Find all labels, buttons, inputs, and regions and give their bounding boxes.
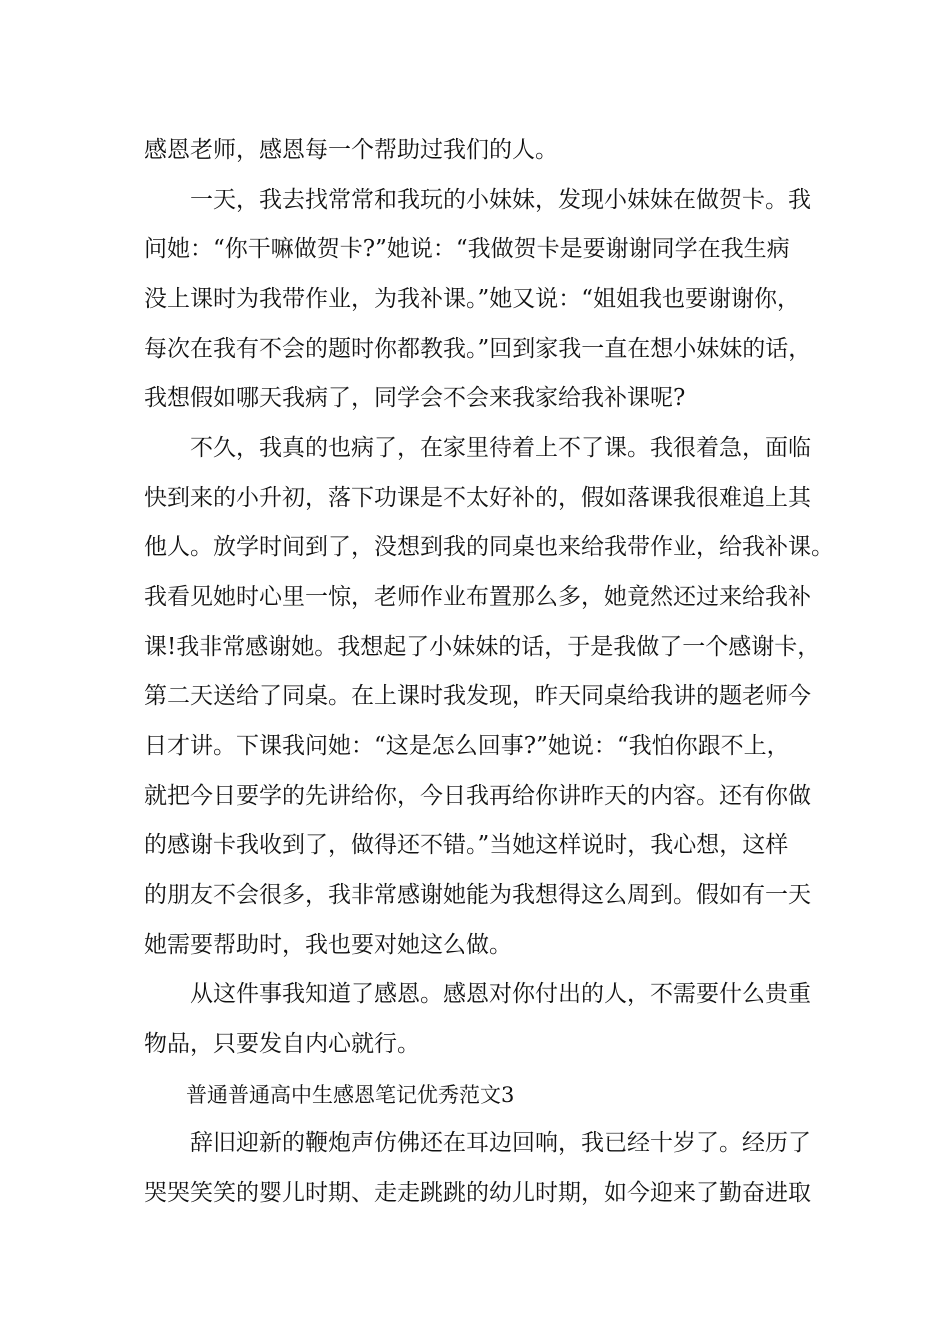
text-line: 物品，只要发自内心就行。 xyxy=(144,1031,420,1057)
text-line: 没上课时为我带作业，为我补课。”她又说：“姐姐我也要谢谢你， xyxy=(144,286,801,312)
text-line: 第二天送给了同桌。在上课时我发现，昨天同桌给我讲的题老师今 xyxy=(144,683,811,709)
text-line: 每次在我有不会的题时你都教我。”回到家我一直在想小妹妹的话， xyxy=(144,336,812,362)
text-line: 我想假如哪天我病了，同学会不会来我家给我补课呢? xyxy=(144,385,686,411)
text-line: 快到来的小升初，落下功课是不太好补的，假如落课我很难追上其 xyxy=(144,485,811,511)
text-line: 哭哭笑笑的婴儿时期、走走跳跳的幼儿时期，如今迎来了勤奋进取 xyxy=(144,1180,811,1206)
text-line: 她需要帮助时，我也要对她这么做。 xyxy=(144,932,512,958)
text-line: 他人。放学时间到了，没想到我的同桌也来给我带作业，给我补课。 xyxy=(144,534,834,560)
text-line: 的朋友不会很多，我非常感谢她能为我想得这么周到。假如有一天 xyxy=(144,882,811,908)
text-line: 感恩老师，感恩每一个帮助过我们的人。 xyxy=(144,137,558,163)
text-line: 我看见她时心里一惊，老师作业布置那么多，她竟然还过来给我补 xyxy=(144,584,811,610)
section-heading: 普通普通高中生感恩笔记优秀范文3 xyxy=(144,1083,515,1107)
text-line: 辞旧迎新的鞭炮声仿佛还在耳边回响，我已经十岁了。经历了 xyxy=(144,1130,811,1156)
text-line: 一天，我去找常常和我玩的小妹妹，发现小妹妹在做贺卡。我 xyxy=(144,187,811,213)
text-line: 课!我非常感谢她。我想起了小妹妹的话，于是我做了一个感谢卡， xyxy=(144,634,821,660)
text-line: 日才讲。下课我问她：“这是怎么回事?”她说：“我怕你跟不上， xyxy=(144,733,790,759)
text-line: 问她：“你干嘛做贺卡?”她说：“我做贺卡是要谢谢同学在我生病 xyxy=(144,236,790,262)
text-line: 不久，我真的也病了，在家里待着上不了课。我很着急，面临 xyxy=(144,435,811,461)
text-line: 从这件事我知道了感恩。感恩对你付出的人，不需要什么贵重 xyxy=(144,981,811,1007)
text-line: 的感谢卡我收到了，做得还不错。”当她这样说时，我心想，这样 xyxy=(144,832,789,858)
text-line: 就把今日要学的先讲给你，今日我再给你讲昨天的内容。还有你做 xyxy=(144,783,811,809)
